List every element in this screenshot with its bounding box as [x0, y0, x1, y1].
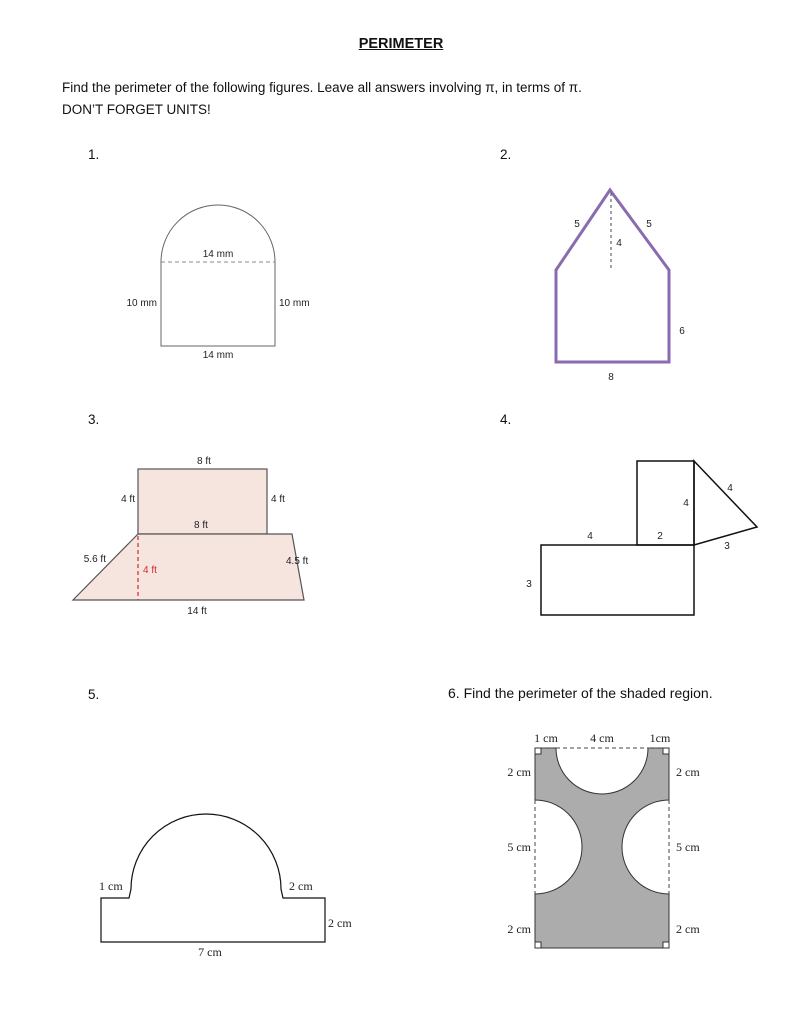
figure-1-diameter-label: 14 mm: [202, 249, 234, 260]
figure-3-slant-left-label: 5.6 ft: [83, 554, 106, 565]
problem-1-number: 1.: [88, 147, 100, 162]
figure-6: [507, 731, 700, 948]
figure-1-bottom-label: 14 mm: [202, 350, 234, 361]
figure-6-left-bottom-label: 2 cm: [507, 922, 531, 936]
figure-6-corner-mark: [535, 748, 541, 754]
figure-3-slant-right-label: 4.5 ft: [286, 556, 309, 567]
problem-6-number: 6. Find the perimeter of the shaded region.: [448, 685, 713, 701]
figure-1-right-label: 10 mm: [279, 298, 310, 309]
figure-1-outline: [161, 205, 275, 346]
figure-6-corner-mark: [663, 942, 669, 948]
figure-3-top-label: 8 ft: [197, 456, 211, 467]
figure-4-top-right-label: 2: [657, 531, 663, 542]
page-title: PERIMETER: [358, 36, 444, 52]
figure-5-right-step-label: 2 cm: [289, 879, 313, 893]
figure-2-base-label: 8: [608, 372, 614, 383]
figure-4-tall-side-label: 4: [683, 498, 689, 509]
figure-5-outline: [101, 814, 325, 942]
figure-4-triangle: [694, 461, 757, 545]
figure-2-outline: [556, 190, 669, 362]
figure-5-right-side-label: 2 cm: [328, 916, 352, 930]
figure-4-triangle-bottom-label: 3: [724, 541, 730, 552]
figure-2-roof-right-label: 5: [646, 219, 652, 230]
figure-6-top-mid-label: 4 cm: [590, 731, 614, 745]
figure-6-shaded-region: [535, 748, 669, 948]
figure-3-height-label: 4 ft: [143, 565, 157, 576]
figure-5-bottom-label: 7 cm: [198, 945, 222, 959]
figure-6-right-mid-label: 5 cm: [676, 840, 700, 854]
figure-6-right-top-label: 2 cm: [676, 765, 700, 779]
figure-4-bottom-rectangle: [541, 545, 694, 615]
figure-4-left-label: 3: [526, 579, 532, 590]
figure-6-top-right-label: 1cm: [649, 731, 671, 745]
figure-2-roof-left-label: 5: [574, 219, 580, 230]
figure-6-right-bottom-label: 2 cm: [676, 922, 700, 936]
figure-3-right-label: 4 ft: [271, 494, 285, 505]
instructions-line-2: DON’T FORGET UNITS!: [62, 102, 211, 117]
figure-3: [73, 456, 308, 617]
figure-6-corner-mark: [535, 942, 541, 948]
figure-3-middle-label: 8 ft: [194, 520, 208, 531]
figure-5-left-step-label: 1 cm: [99, 879, 123, 893]
problem-5-number: 5.: [88, 687, 100, 702]
figure-2: [556, 190, 685, 383]
figure-1: [126, 205, 309, 361]
figure-3-trapezoid: [73, 534, 304, 600]
figure-2-height-label: 4: [616, 238, 622, 249]
figure-6-left-mid-label: 5 cm: [507, 840, 531, 854]
figure-3-bottom-label: 14 ft: [187, 606, 207, 617]
figure-6-corner-mark: [663, 748, 669, 754]
problem-4-number: 4.: [500, 412, 512, 427]
figure-2-side-label: 6: [679, 326, 685, 337]
figure-4-triangle-side-label: 4: [727, 483, 733, 494]
problem-2-number: 2.: [500, 147, 512, 162]
figure-5: [99, 814, 352, 959]
figure-4-top-left-label: 4: [587, 531, 593, 542]
figure-3-left-label: 4 ft: [121, 494, 135, 505]
problem-3-number: 3.: [88, 412, 100, 427]
figure-4: [526, 461, 757, 615]
instructions-line-1: Find the perimeter of the following figures. Leave all answers involving π, in terms of π.: [62, 80, 582, 95]
figure-6-left-top-label: 2 cm: [507, 765, 531, 779]
figure-1-left-label: 10 mm: [126, 298, 157, 309]
figure-6-top-left-label: 1 cm: [534, 731, 558, 745]
